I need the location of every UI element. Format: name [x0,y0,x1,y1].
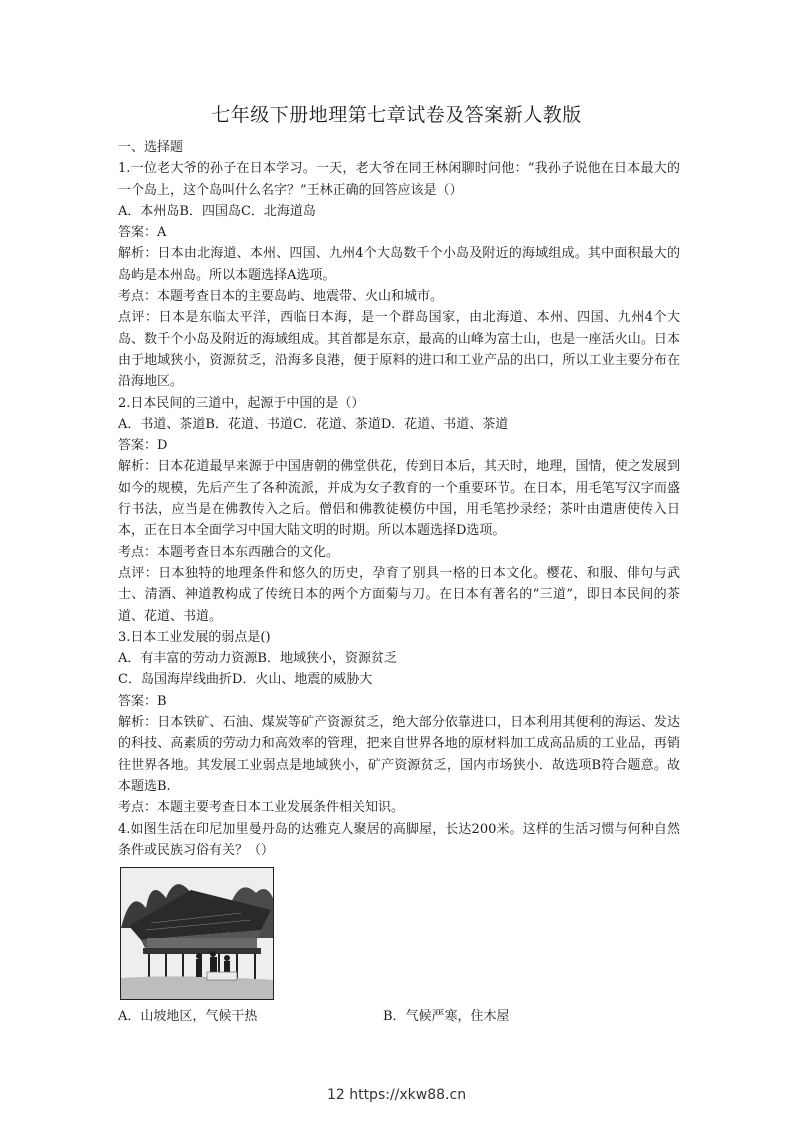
document-body [118,137,680,1027]
q1-comment: 点评：日本是东临太平洋，西临日本海，是一个群岛国家，由北海道、本州、四国、九州4个大岛、数千个小岛及附近的海域组成。其首都是东京，最高的山峰为富士山，也是一座活火山。日本由于地域狭小，资源贫乏，沿海多良港，便于原料的进口和工业产品的出口，所以工业主要分布在沿海地区。 [118,310,680,390]
q2-options: A．书道、茶道B．花道、书道C．花道、茶道D．花道、书道、茶道 [118,416,509,432]
q1-point: 考点：本题考查日本的主要岛屿、地震带、火山和城市。 [118,289,444,305]
q4-option-a: A．山坡地区，气候干热 [118,1009,258,1025]
stilt-house-illustration [120,867,274,1000]
page-title: 七年级下册地理第七章试卷及答案新人教版 [211,104,582,126]
q4-question: 4.如图生活在印尼加里曼丹岛的达雅克人聚居的高脚屋，长达200米。这样的生活习惯与何种自然条件或民族习俗有关？（） [118,821,680,858]
q3-options-2: C．岛国海岸线曲折D．火山、地震的威胁大 [118,672,373,688]
q3-question: 3.日本工业发展的弱点是() [118,629,271,645]
q4-option-b: B．气候严寒，住木屋 [383,1009,510,1025]
q3-analysis: 解析：日本铁矿、石油、煤炭等矿产资源贫乏，绝大部分依靠进口，日本利用其便利的海运、发达的科技、高素质的劳动力和高效率的管理，把来自世界各地的原材料加工成高品质的工业品，再销往世界各地。其发展工业弱点是地域狭小，矿产资源贫乏，国内市场狭小．故选项B符合题意。故本题选B. [118,715,680,794]
q3-point: 考点：本题主要考查日本工业发展条件相关知识。 [118,800,405,816]
q4-options [118,1006,680,1027]
q2-comment: 点评：日本独特的地理条件和悠久的历史，孕育了别具一格的日本文化。樱花、和服、俳句与武士、清酒、神道教构成了传统日本的两个方面菊与刀。在日本有著名的“三道”，即日本民间的茶道、花道、书道。 [118,565,680,624]
q2-answer: 答案：D [118,438,168,454]
q3-options-1: A．有丰富的劳动力资源B．地域狭小，资源贫乏 [118,651,397,667]
q1-question: 1.一位老大爷的孙子在日本学习。一天，老大爷在同王林闲聊时问他：“我孙子说他在日本最大的一个岛上，这个岛叫什么名字？”王林正确的回答应该是（） [118,161,680,198]
q3-answer: 答案：B [118,693,167,709]
section-heading: 一、选择题 [118,140,184,155]
page-footer: 12 https://xkw88.cn [326,1087,467,1103]
stilt-house-drawing [121,868,273,999]
q1-answer: 答案：A [118,225,167,241]
q2-question: 2.日本民间的三道中，起源于中国的是（） [118,395,365,411]
q1-analysis: 解析：日本由北海道、本州、四国、九州4个大岛数千个小岛及附近的海域组成。其中面积最大的岛屿是本州岛。所以本题选择A选项。 [118,246,680,283]
q1-options: A．本州岛B．四国岛C．北海道岛 [118,203,316,219]
q2-point: 考点：本题考查日本东西融合的文化。 [118,544,340,560]
q2-analysis: 解析：日本花道最早来源于中国唐朝的佛堂供花，传到日本后，其天时，地理，国情，使之发展到如今的规模，先后产生了各种流派，并成为女子教育的一个重要环节。在日本，用毛笔写汉字而盛行书法，应当是在佛教传入之后。僧侣和佛教徒模仿中国，用毛笔抄录经；茶叶由遣唐使传入日本，正在日本全面学习中国大陆文明的时期。所以本题选择D选项。 [118,459,680,539]
